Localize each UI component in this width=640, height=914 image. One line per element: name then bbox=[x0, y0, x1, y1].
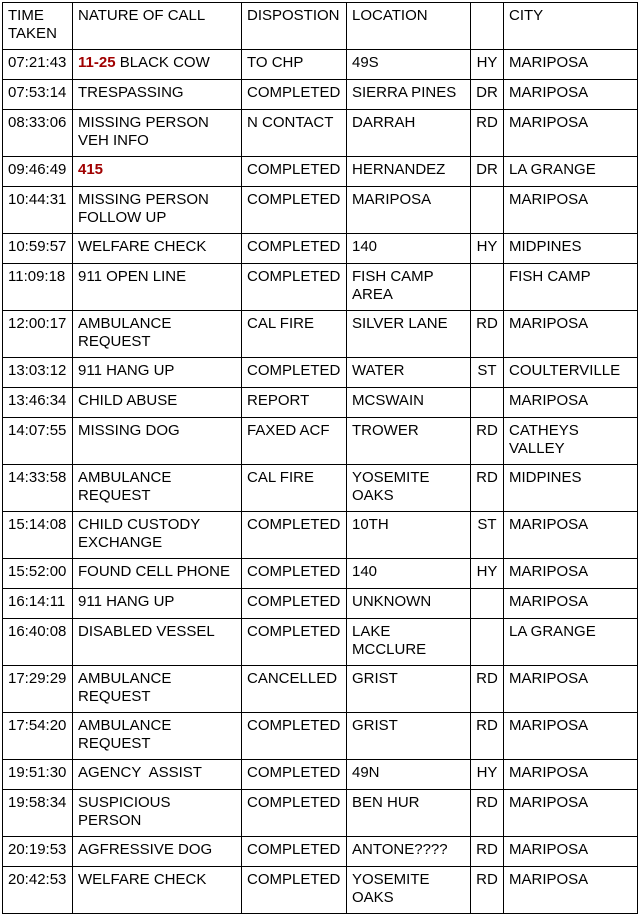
call-nature-text: SUSPICIOUS PERSON bbox=[78, 794, 175, 829]
cell-nature bbox=[73, 157, 242, 187]
cell-suffix: HY bbox=[471, 760, 504, 790]
table-row bbox=[3, 713, 638, 760]
header-suffix bbox=[471, 3, 504, 50]
cell-time: 08:33:06 bbox=[3, 110, 73, 157]
call-nature-text: CHILD CUSTODY EXCHANGE bbox=[78, 516, 205, 551]
table-row bbox=[3, 234, 638, 264]
cell-location: DARRAH bbox=[347, 110, 471, 157]
cell-location: HERNANDEZ bbox=[347, 157, 471, 187]
cell-disposition: CAL FIRE bbox=[242, 311, 347, 358]
cell-disposition: CANCELLED bbox=[242, 666, 347, 713]
cell-city: CATHEYS VALLEY bbox=[504, 418, 638, 465]
call-nature-text: BLACK COW bbox=[115, 54, 210, 71]
cell-city: MIDPINES bbox=[504, 465, 638, 512]
cell-time: 17:29:29 bbox=[3, 666, 73, 713]
cell-suffix bbox=[471, 619, 504, 666]
table-row bbox=[3, 867, 638, 914]
cell-location: 140 bbox=[347, 234, 471, 264]
table-row bbox=[3, 50, 638, 80]
cell-location: TROWER bbox=[347, 418, 471, 465]
cell-disposition: COMPLETED bbox=[242, 559, 347, 589]
call-nature-text: 911 HANG UP bbox=[78, 593, 175, 610]
table-row bbox=[3, 187, 638, 234]
cell-disposition: COMPLETED bbox=[242, 157, 347, 187]
cell-time: 12:00:17 bbox=[3, 311, 73, 358]
cell-suffix bbox=[471, 264, 504, 311]
cell-suffix: RD bbox=[471, 837, 504, 867]
cell-suffix: DR bbox=[471, 157, 504, 187]
call-nature-text: MISSING DOG bbox=[78, 422, 180, 439]
cell-time: 14:07:55 bbox=[3, 418, 73, 465]
cell-nature bbox=[73, 418, 242, 465]
cell-location: YOSEMITE OAKS bbox=[347, 867, 471, 914]
cell-time: 17:54:20 bbox=[3, 713, 73, 760]
cell-nature bbox=[73, 790, 242, 837]
cell-nature bbox=[73, 713, 242, 760]
cell-nature bbox=[73, 358, 242, 388]
cell-city: MARIPOSA bbox=[504, 80, 638, 110]
cell-disposition: FAXED ACF bbox=[242, 418, 347, 465]
cell-location: FISH CAMP AREA bbox=[347, 264, 471, 311]
cell-location: 140 bbox=[347, 559, 471, 589]
cell-disposition: COMPLETED bbox=[242, 234, 347, 264]
cell-nature bbox=[73, 589, 242, 619]
cell-city: MIDPINES bbox=[504, 234, 638, 264]
cell-city: LA GRANGE bbox=[504, 619, 638, 666]
cell-location: SILVER LANE bbox=[347, 311, 471, 358]
call-nature-text: 911 OPEN LINE bbox=[78, 268, 187, 285]
call-nature-text: 911 HANG UP bbox=[78, 362, 175, 379]
cell-disposition: COMPLETED bbox=[242, 512, 347, 559]
cell-nature bbox=[73, 234, 242, 264]
cell-nature bbox=[73, 264, 242, 311]
cell-city: MARIPOSA bbox=[504, 110, 638, 157]
cell-time: 19:51:30 bbox=[3, 760, 73, 790]
cell-city: MARIPOSA bbox=[504, 512, 638, 559]
cell-suffix bbox=[471, 187, 504, 234]
cell-city: MARIPOSA bbox=[504, 187, 638, 234]
call-code: 11-25 bbox=[78, 54, 116, 71]
table-row bbox=[3, 790, 638, 837]
cell-disposition: COMPLETED bbox=[242, 713, 347, 760]
cell-location: MCSWAIN bbox=[347, 388, 471, 418]
cell-location: 10TH bbox=[347, 512, 471, 559]
cell-suffix: DR bbox=[471, 80, 504, 110]
table-row bbox=[3, 157, 638, 187]
cell-nature bbox=[73, 867, 242, 914]
table-header-row bbox=[3, 3, 638, 50]
table-row bbox=[3, 837, 638, 867]
cell-suffix bbox=[471, 388, 504, 418]
cell-suffix: RD bbox=[471, 713, 504, 760]
cell-time: 10:59:57 bbox=[3, 234, 73, 264]
cell-disposition: COMPLETED bbox=[242, 358, 347, 388]
cell-suffix: HY bbox=[471, 50, 504, 80]
cell-time: 07:53:14 bbox=[3, 80, 73, 110]
cell-location: UNKNOWN bbox=[347, 589, 471, 619]
header-disposition: DISPOSTION bbox=[242, 3, 347, 50]
cell-nature bbox=[73, 465, 242, 512]
cell-disposition: COMPLETED bbox=[242, 790, 347, 837]
cell-time: 10:44:31 bbox=[3, 187, 73, 234]
cell-city: MARIPOSA bbox=[504, 713, 638, 760]
cell-suffix: ST bbox=[471, 512, 504, 559]
call-nature-text: CHILD ABUSE bbox=[78, 392, 178, 409]
call-nature-text: WELFARE CHECK bbox=[78, 238, 207, 255]
cell-time: 13:46:34 bbox=[3, 388, 73, 418]
cell-time: 15:14:08 bbox=[3, 512, 73, 559]
table-row bbox=[3, 666, 638, 713]
cell-location: ANTONE???? bbox=[347, 837, 471, 867]
cell-time: 11:09:18 bbox=[3, 264, 73, 311]
cell-disposition: REPORT bbox=[242, 388, 347, 418]
cell-city: MARIPOSA bbox=[504, 867, 638, 914]
cell-disposition: CAL FIRE bbox=[242, 465, 347, 512]
call-nature-text: FOUND CELL PHONE bbox=[78, 563, 230, 580]
cell-time: 14:33:58 bbox=[3, 465, 73, 512]
call-nature-text: MISSING PERSON FOLLOW UP bbox=[78, 191, 214, 226]
cell-nature bbox=[73, 837, 242, 867]
cell-time: 07:21:43 bbox=[3, 50, 73, 80]
table-row bbox=[3, 110, 638, 157]
call-nature-text: AMBULANCE REQUEST bbox=[78, 670, 176, 705]
cell-disposition: COMPLETED bbox=[242, 187, 347, 234]
cell-location: MARIPOSA bbox=[347, 187, 471, 234]
cell-disposition: COMPLETED bbox=[242, 264, 347, 311]
cell-suffix: RD bbox=[471, 110, 504, 157]
cell-suffix: RD bbox=[471, 666, 504, 713]
cell-disposition: TO CHP bbox=[242, 50, 347, 80]
cell-city: LA GRANGE bbox=[504, 157, 638, 187]
cell-suffix: HY bbox=[471, 234, 504, 264]
cell-location: GRIST bbox=[347, 666, 471, 713]
cell-city: MARIPOSA bbox=[504, 311, 638, 358]
table-row bbox=[3, 418, 638, 465]
cell-city: MARIPOSA bbox=[504, 837, 638, 867]
call-code: 415 bbox=[78, 161, 104, 178]
cell-suffix bbox=[471, 589, 504, 619]
table-row bbox=[3, 760, 638, 790]
cell-disposition: COMPLETED bbox=[242, 867, 347, 914]
cell-time: 16:40:08 bbox=[3, 619, 73, 666]
cell-disposition: COMPLETED bbox=[242, 760, 347, 790]
call-nature-text: AGENCY ASSIST bbox=[78, 764, 202, 781]
cell-disposition: COMPLETED bbox=[242, 619, 347, 666]
table-row bbox=[3, 619, 638, 666]
call-nature-text: AMBULANCE REQUEST bbox=[78, 469, 176, 504]
table-row bbox=[3, 512, 638, 559]
table-row bbox=[3, 559, 638, 589]
cell-location: 49S bbox=[347, 50, 471, 80]
cell-location: WATER bbox=[347, 358, 471, 388]
header-location: LOCATION bbox=[347, 3, 471, 50]
cell-city: MARIPOSA bbox=[504, 50, 638, 80]
call-nature-text: DISABLED VESSEL bbox=[78, 623, 215, 640]
cell-location: LAKE MCCLURE bbox=[347, 619, 471, 666]
cell-nature bbox=[73, 110, 242, 157]
cell-time: 15:52:00 bbox=[3, 559, 73, 589]
cell-location: 49N bbox=[347, 760, 471, 790]
table-row bbox=[3, 358, 638, 388]
call-nature-text: WELFARE CHECK bbox=[78, 871, 207, 888]
cell-nature bbox=[73, 666, 242, 713]
cell-nature bbox=[73, 760, 242, 790]
call-nature-text: AMBULANCE REQUEST bbox=[78, 315, 176, 350]
cell-suffix: RD bbox=[471, 418, 504, 465]
header-city: CITY bbox=[504, 3, 638, 50]
cell-suffix: RD bbox=[471, 790, 504, 837]
cell-disposition: COMPLETED bbox=[242, 80, 347, 110]
cell-city: MARIPOSA bbox=[504, 559, 638, 589]
cell-time: 20:42:53 bbox=[3, 867, 73, 914]
cell-time: 13:03:12 bbox=[3, 358, 73, 388]
cell-nature bbox=[73, 559, 242, 589]
cell-city: MARIPOSA bbox=[504, 790, 638, 837]
cell-city: MARIPOSA bbox=[504, 589, 638, 619]
call-nature-text: TRESPASSING bbox=[78, 84, 184, 101]
cell-nature bbox=[73, 388, 242, 418]
call-log-table bbox=[2, 2, 638, 914]
cell-suffix: RD bbox=[471, 867, 504, 914]
cell-nature bbox=[73, 619, 242, 666]
cell-disposition: N CONTACT bbox=[242, 110, 347, 157]
cell-nature bbox=[73, 50, 242, 80]
cell-city: COULTERVILLE bbox=[504, 358, 638, 388]
table-row bbox=[3, 465, 638, 512]
cell-time: 16:14:11 bbox=[3, 589, 73, 619]
cell-suffix: ST bbox=[471, 358, 504, 388]
call-nature-text: MISSING PERSON VEH INFO bbox=[78, 114, 214, 149]
table-row bbox=[3, 589, 638, 619]
cell-time: 20:19:53 bbox=[3, 837, 73, 867]
table-row bbox=[3, 388, 638, 418]
cell-nature bbox=[73, 187, 242, 234]
header-time: TIME TAKEN bbox=[3, 3, 73, 50]
cell-city: MARIPOSA bbox=[504, 388, 638, 418]
cell-city: MARIPOSA bbox=[504, 760, 638, 790]
cell-nature bbox=[73, 311, 242, 358]
table-row bbox=[3, 264, 638, 311]
cell-disposition: COMPLETED bbox=[242, 837, 347, 867]
cell-nature bbox=[73, 80, 242, 110]
cell-suffix: HY bbox=[471, 559, 504, 589]
cell-disposition: COMPLETED bbox=[242, 589, 347, 619]
cell-location: BEN HUR bbox=[347, 790, 471, 837]
call-nature-text: AMBULANCE REQUEST bbox=[78, 717, 176, 752]
cell-location: YOSEMITE OAKS bbox=[347, 465, 471, 512]
cell-time: 09:46:49 bbox=[3, 157, 73, 187]
cell-time: 19:58:34 bbox=[3, 790, 73, 837]
cell-suffix: RD bbox=[471, 311, 504, 358]
cell-location: SIERRA PINES bbox=[347, 80, 471, 110]
table-row bbox=[3, 311, 638, 358]
cell-suffix: RD bbox=[471, 465, 504, 512]
cell-location: GRIST bbox=[347, 713, 471, 760]
header-nature: NATURE OF CALL bbox=[73, 3, 242, 50]
cell-city: FISH CAMP bbox=[504, 264, 638, 311]
cell-city: MARIPOSA bbox=[504, 666, 638, 713]
table-row bbox=[3, 80, 638, 110]
call-nature-text: AGFRESSIVE DOG bbox=[78, 841, 213, 858]
cell-nature bbox=[73, 512, 242, 559]
